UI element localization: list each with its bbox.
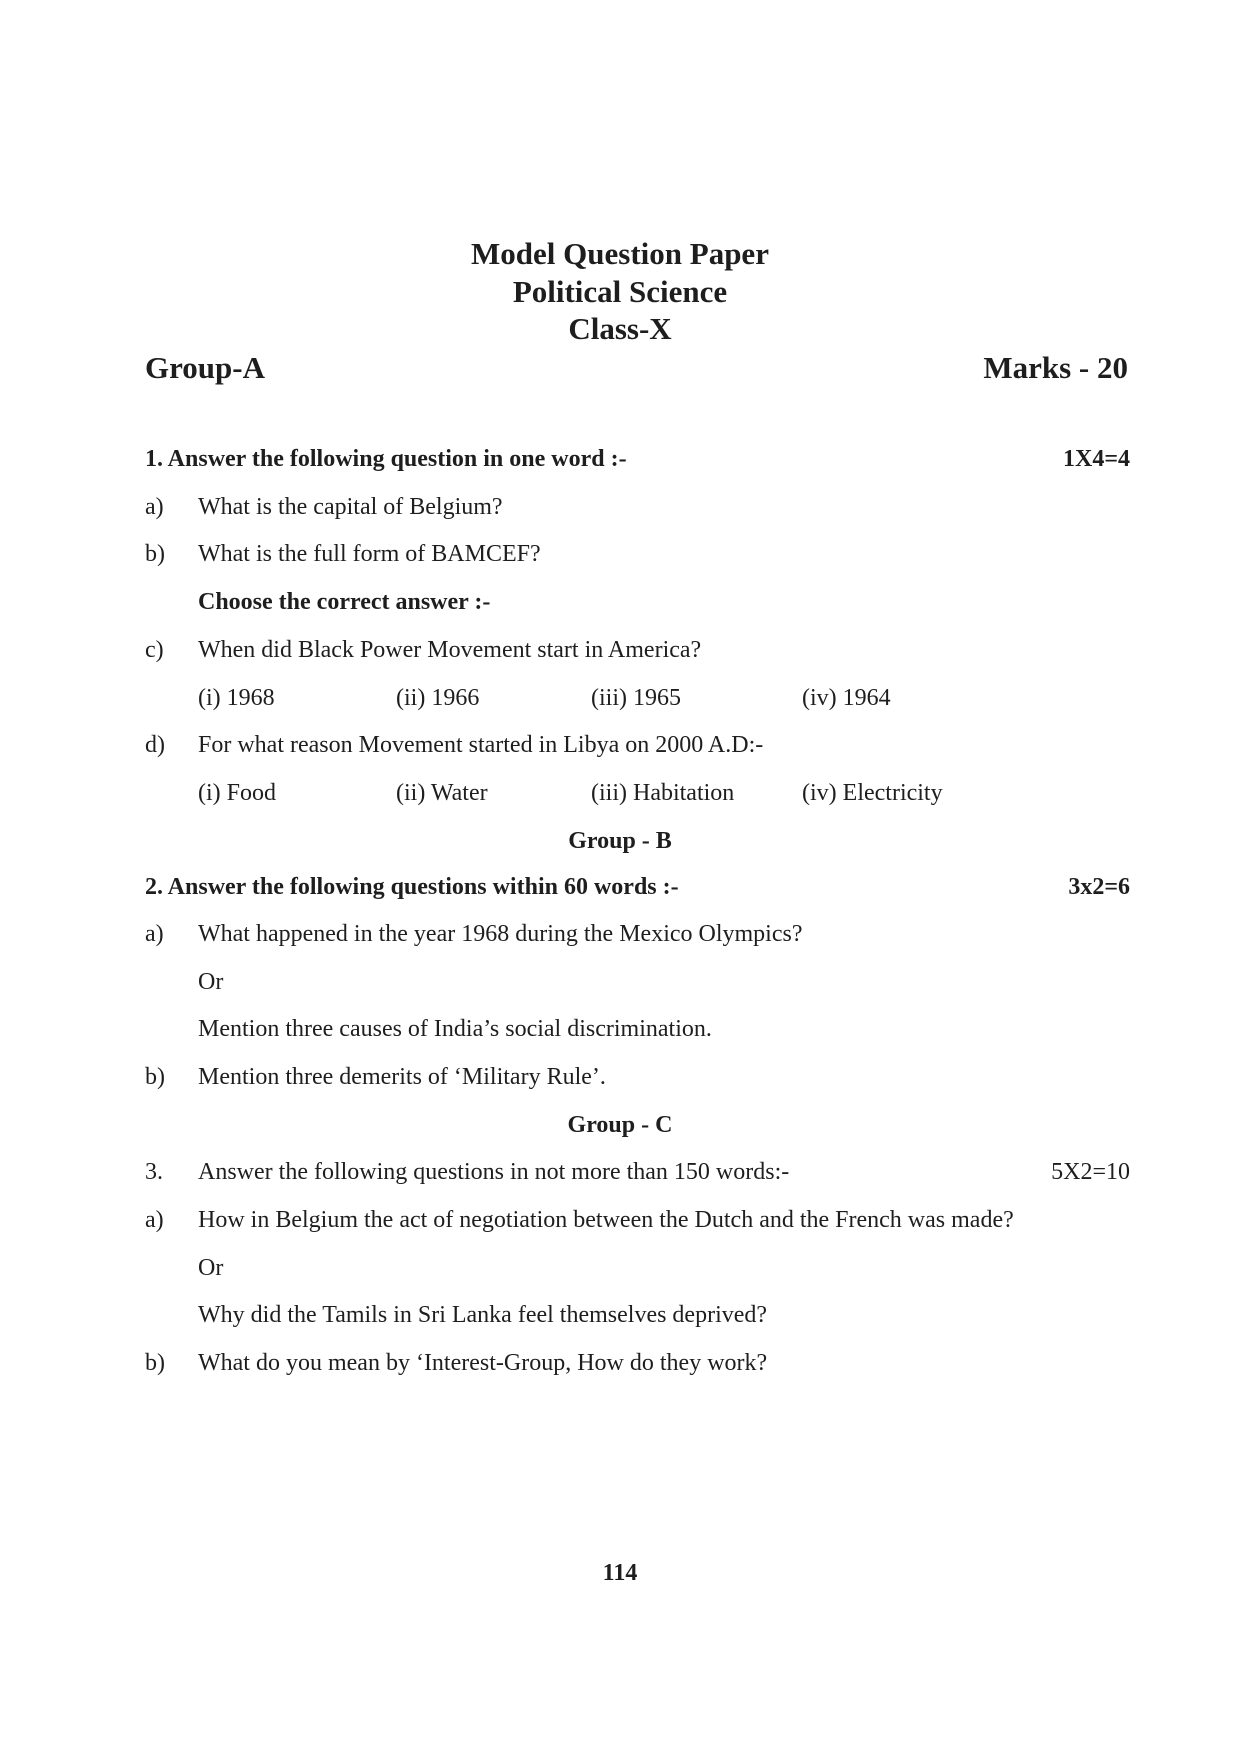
option-1c-i: (i) 1968 — [198, 685, 275, 711]
option-1d-iii: (iii) Habitation — [591, 780, 735, 806]
question-1a — [145, 491, 1130, 523]
question-1c-options — [145, 682, 1130, 714]
question-2-text: 2. Answer the following questions within 60 words :- — [145, 874, 679, 900]
question-1d-label: d) — [145, 732, 165, 758]
question-3a-label: a) — [145, 1207, 164, 1233]
question-3a-alt-text: Why did the Tamils in Sri Lanka feel themselves deprived? — [198, 1302, 768, 1328]
question-3-marks: 5X2=10 — [1051, 1159, 1130, 1185]
or-label: Or — [198, 1255, 224, 1281]
question-1d — [145, 729, 1130, 761]
question-2a — [145, 918, 1130, 950]
question-1b-text: What is the full form of BAMCEF? — [198, 541, 541, 567]
option-1c-iii: (iii) 1965 — [591, 685, 681, 711]
question-1 — [145, 443, 1130, 475]
question-2b-label: b) — [145, 1064, 165, 1090]
subject-title: Political Science — [512, 274, 728, 309]
question-2a-alternative — [145, 1013, 1130, 1045]
question-3b-label: b) — [145, 1350, 165, 1376]
question-1c — [145, 634, 1130, 666]
question-2a-alt-text: Mention three causes of India’s social discrimination. — [198, 1016, 712, 1042]
question-2a-text: What happened in the year 1968 during the Mexico Olympics? — [198, 921, 803, 947]
question-3-text: Answer the following questions in not more than 150 words:- — [198, 1159, 790, 1185]
question-2a-or — [145, 966, 1130, 998]
option-1d-ii: (ii) Water — [396, 780, 488, 806]
total-marks: Marks - 20 — [983, 350, 1128, 385]
option-1d-i: (i) Food — [198, 780, 276, 806]
question-3-label: 3. — [145, 1159, 163, 1185]
question-2 — [145, 871, 1130, 903]
class-title: Class-X — [568, 311, 672, 346]
question-1a-label: a) — [145, 494, 164, 520]
option-1d-iv: (iv) Electricity — [802, 780, 943, 806]
question-3b — [145, 1347, 1130, 1379]
paper-title: Model Question Paper — [471, 236, 769, 271]
question-3a — [145, 1204, 1130, 1236]
question-1-text: 1. Answer the following question in one word :- — [145, 446, 627, 472]
option-1c-iv: (iv) 1964 — [802, 685, 891, 711]
question-3a-text: How in Belgium the act of negotiation between the Dutch and the French was made? — [198, 1207, 1014, 1233]
question-2-marks: 3x2=6 — [1068, 874, 1130, 900]
question-3b-text: What do you mean by ‘Interest-Group, How do they work? — [198, 1350, 768, 1376]
question-1a-text: What is the capital of Belgium? — [198, 494, 503, 520]
question-3 — [145, 1156, 1130, 1188]
question-1b — [145, 538, 1130, 570]
group-a-heading: Group-A — [145, 350, 266, 385]
group-b-heading: Group - B — [568, 828, 672, 854]
question-1c-text: When did Black Power Movement start in America? — [198, 637, 702, 663]
page-number: 114 — [602, 1560, 638, 1586]
group-c-heading: Group - C — [567, 1112, 673, 1138]
question-1d-text: For what reason Movement started in Libya on 2000 A.D:- — [198, 732, 764, 758]
question-2b-text: Mention three demerits of ‘Military Rule’. — [198, 1064, 606, 1090]
question-1-marks: 1X4=4 — [1062, 446, 1130, 472]
question-1c-label: c) — [145, 637, 164, 663]
choose-instruction — [145, 586, 1130, 618]
question-2b — [145, 1061, 1130, 1093]
question-3a-alternative — [145, 1299, 1130, 1331]
question-3a-or — [145, 1252, 1130, 1284]
question-2a-label: a) — [145, 921, 164, 947]
question-1d-options — [145, 777, 1130, 809]
question-1b-label: b) — [145, 541, 165, 567]
option-1c-ii: (ii) 1966 — [396, 685, 480, 711]
or-label: Or — [198, 969, 224, 995]
choose-instruction-text: Choose the correct answer :- — [198, 589, 491, 615]
